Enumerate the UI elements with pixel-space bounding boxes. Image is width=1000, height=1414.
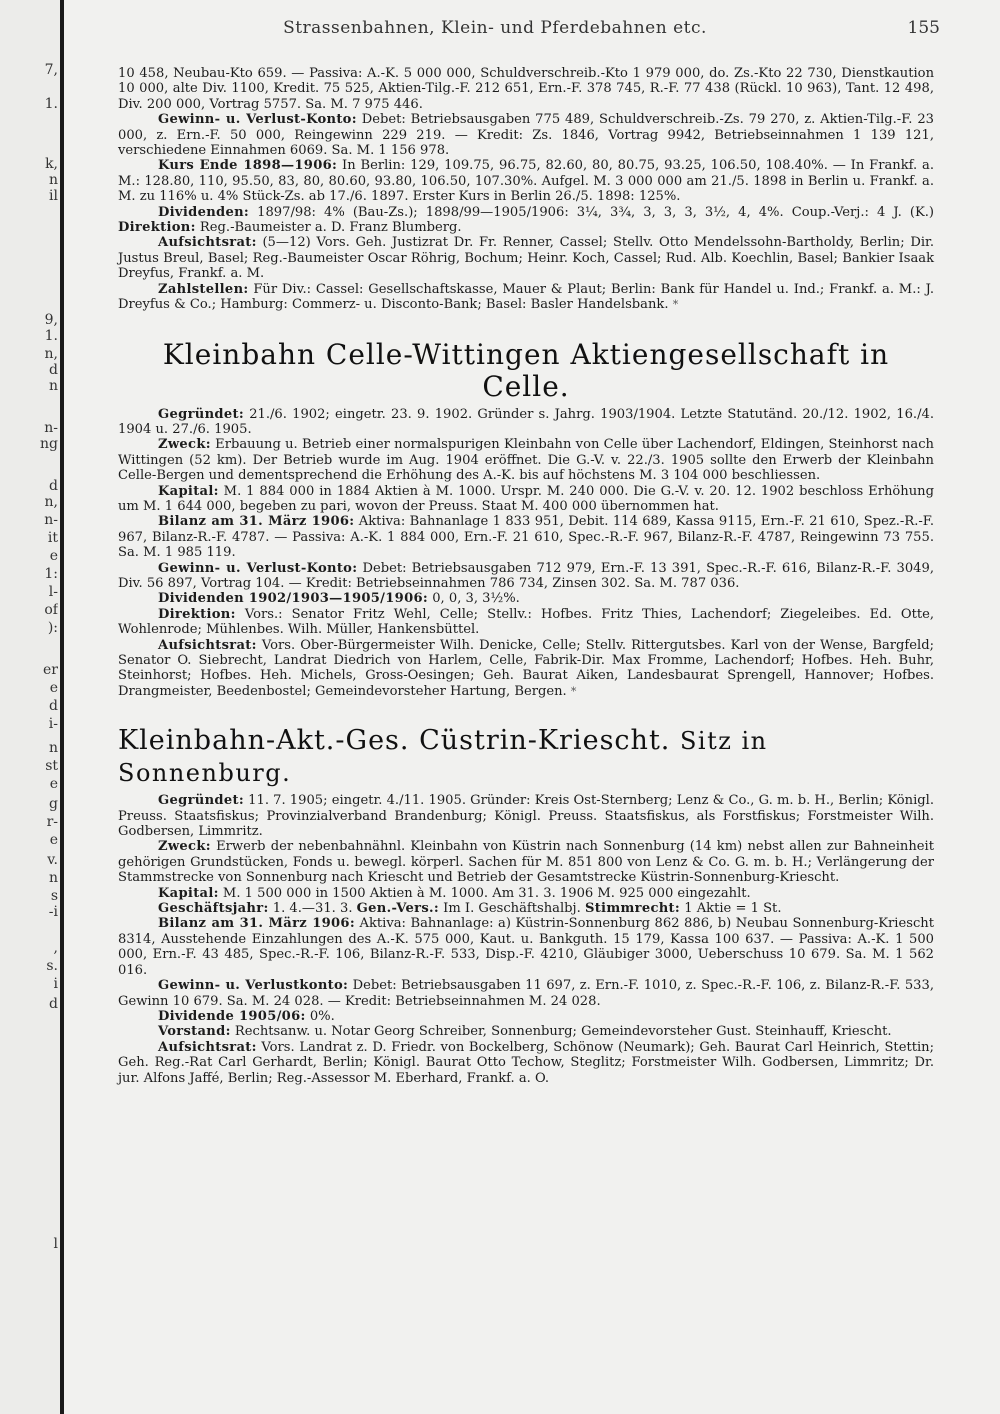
entry3-founded xyxy=(118,793,934,839)
entry3-vor-text: Rechtsanw. u. Notar Georg Schreiber, Sonnenburg; Gemeindevorsteher Gust. Steinhauff, Kriescht. xyxy=(234,1024,892,1040)
entry3-gvers-text: Im I. Geschäftshalbj. xyxy=(443,901,581,917)
entry3-kap-label: Kapital: xyxy=(158,885,219,901)
entry2-kap-label: Kapital: xyxy=(158,483,219,499)
entry1-gv-text: Debet: Betriebsausgaben 775 489, Schuldverschreib.-Zs. 79 270, z. Aktien-Tilg.-F. 23 000, z. Ern.-F. 50 000, Reingewinn 229 219. — Kredit: Zs. 1846, Vortrag 9942, Betriebseinnahmen 1 139 121, verschiedene Einnahmen 6069. Sa. M. 1 156 978. xyxy=(118,112,934,159)
margin-fragment: l- xyxy=(48,584,58,600)
entry2-div-text: 0, 0, 3, 3½%. xyxy=(432,591,520,607)
margin-fragment: 9, xyxy=(44,312,58,328)
margin-fragment: ng xyxy=(40,436,58,452)
entry1-ar-text: (5—12) Vors. Geh. Justizrat Dr. Fr. Renner, Cassel; Stellv. Otto Mendelssohn-Bartholdy, Berlin; Dir. Justus Breul, Basel; Reg.-Baumeister Oscar Röhrig, Bochum; Heinr. Koch, Cassel; Rud. Alb. Koechlin, Basel; Bankier Isaak Dreyfus, Frankf. a. M. xyxy=(118,235,934,282)
entry3-stimm-label: Stimmrecht: xyxy=(584,901,681,917)
entry3-gv-label: Gewinn- u. Verlustkonto: xyxy=(158,978,349,994)
margin-fragment: -i xyxy=(48,904,58,920)
entry1-dividends xyxy=(118,205,934,236)
entry1-kurs-text: In Berlin: 129, 109.75, 96.75, 82.60, 80, 80.75, 93.25, 106.50, 108.40%. — In Frankf. a. M.: 128.80, 110, 95.50, 83, 80, 80.60, 93.80, 106.50, 107.30%. Aufgel. M. 3 000 000 am 21./5. 1898 in Berlin u. Frankf. a. M. zu 116% u. 4% Stück-Zs. ab 17./6. 1897. Erster Kurs in Berlin 26./5. 1898: 125%. xyxy=(118,158,934,205)
entry3-gvers-label: Gen.-Vers.: xyxy=(356,901,439,917)
margin-fragment: st xyxy=(45,758,58,774)
entry3-bil-label: Bilanz am 31. März 1906: xyxy=(158,916,355,932)
margin-fragment: n xyxy=(48,378,58,394)
margin-fragment: n- xyxy=(44,420,58,436)
entry1-div-label: Dividenden: xyxy=(158,204,250,220)
entry2-gv xyxy=(118,561,934,592)
margin-fragment: n xyxy=(48,172,58,188)
entry2-end-mark: * xyxy=(570,684,577,698)
margin-fragment: d xyxy=(49,996,58,1012)
entry2-balance xyxy=(118,514,934,560)
entry1-paying-agents xyxy=(118,282,934,313)
margin-fragment: k, xyxy=(45,156,58,172)
margin-fragment: i- xyxy=(48,716,58,732)
entry2-gegr-text: 21./6. 1902; eingetr. 23. 9. 1902. Gründer s. Jahrg. 1903/1904. Letzte Statutänd. 20./12. 1902, 16./4. 1904 u. 27./6. 1905. xyxy=(118,406,934,437)
entry3-capital xyxy=(118,886,934,901)
entry3-supervisory-board xyxy=(118,1040,934,1086)
entry2-zweck-text: Erbauung u. Betrieb einer normalspurigen Kleinbahn von Celle über Lachendorf, Eldingen, Steinhorst nach Wittingen (52 km). Der Betrieb wurde im Aug. 1904 eröffnet. Die G.-V. v. 22./3. 1905 sollte den Erwerb der Kleinbahn Celle-Bergen und dementsprechend die Erhöhung des A.-K. bis auf höchstens M. 3 104 000 beschliessen. xyxy=(118,437,934,484)
entry2-dir-text: Vors.: Senator Fritz Wehl, Celle; Stellv.: Hofbes. Fritz Thies, Lachendorf; Ziegeleibes. Ed. Otte, Wohlenrode; Mühlenbes. Wilh. Müller, Hankensbüttel. xyxy=(118,606,935,638)
entry3-gj-label: Geschäftsjahr: xyxy=(158,901,269,917)
entry3-balance xyxy=(118,916,934,978)
margin-fragment: ): xyxy=(47,620,58,636)
margin-fragment: n, xyxy=(44,346,58,362)
margin-fragment: s. xyxy=(46,958,58,974)
margin-fragment: n- xyxy=(44,512,58,528)
entry3-kap-text: M. 1 500 000 in 1500 Aktien à M. 1000. Am 31. 3. 1906 M. 925 000 eingezahlt. xyxy=(222,885,751,901)
margin-fragment: 1: xyxy=(44,566,58,582)
entry1-intro: 10 458, Neubau-Kto 659. — Passiva: A.-K. 5 000 000, Schuldverschreib.-Kto 1 979 000, do. Zs.-Kto 22 730, Dienstkaution 10 000, alte Div. 1100, Kredit. 75 525, Aktien-Tilg.-F. 212 651, Ern.-F. 378 745, R.-F. 77 438 (Rückl. 10 963), Tant. 12 498, Div. 200 000, Vortrag 5757. Sa. M. 7 975 446. xyxy=(118,66,934,112)
binding-gutter xyxy=(60,0,64,1414)
entry2-div-label: Dividenden 1902/1903—1905/1906: xyxy=(158,591,429,607)
entry1-kurs-label: Kurs Ende 1898—1906: xyxy=(158,158,338,174)
margin-fragment: s xyxy=(50,888,58,904)
entry2-capital xyxy=(118,484,934,515)
margin-fragment: i xyxy=(53,976,58,992)
entry2-gv-label: Gewinn- u. Verlust-Konto: xyxy=(158,560,358,576)
entry3-gv xyxy=(118,978,934,1009)
margin-fragment: e xyxy=(49,548,58,564)
entry3-gegr-text: 11. 7. 1905; eingetr. 4./11. 1905. Gründer: Kreis Ost-Sternberg; Lenz & Co., G. m. b. H., Berlin; Königl. Preuss. Staatsfiskus; Provinzialverband Brandenburg; Königl. Preuss. Staatsfiskus, als Forstfiskus; Forstmeister Wilh. Godbersen, Limmritz. xyxy=(118,793,934,840)
margin-fragment: d xyxy=(49,698,58,714)
margin-fragment: 7, xyxy=(44,62,58,78)
margin-fragment: 1. xyxy=(44,96,58,112)
entry3-gj-text: 1. 4.—31. 3. xyxy=(272,901,353,917)
entry1-end-mark: * xyxy=(672,298,679,312)
entry3-zweck-text: Erwerb der nebenbahnähnl. Kleinbahn von Küstrin nach Sonnenburg (14 km) nebst allen zur Bahneinheit gehörigen Grundstücken, Fonds u. bewegl. körperl. Sachen für M. 851 800 von Lenz & Co. G. m. b. H.; Verlängerung der Stammstrecke von Sonnenburg nach Kriescht und Betrieb der Gesamtstrecke Küstrin-Sonnenburg-Kriescht. xyxy=(118,839,934,886)
margin-fragment: e xyxy=(49,832,58,848)
entry2-zweck-label: Zweck: xyxy=(158,437,211,453)
entry1-ar-label: Aufsichtsrat: xyxy=(158,235,257,251)
margin-fragment: d xyxy=(49,478,58,494)
entry3-gv-text: Debet: Betriebsausgaben 11 697, z. Ern.-F. 1010, z. Spec.-R.-F. 106, z. Bilanz-R.-F. 533, Gewinn 10 679. Sa. M. 24 028. — Kredit: Betriebseinnahmen M. 24 028. xyxy=(118,978,935,1009)
entry3-div-text: 0%. xyxy=(309,1008,335,1024)
entry1-div-text: 1897/98: 4% (Bau-Zs.); 1898/99—1905/1906: 3¼, 3¾, 3, 3, 3, 3½, 4, 4%. Coup.-Verj.: 4 J. (K.) xyxy=(257,204,934,220)
entry1-zahl-text: Für Div.: Cassel: Gesellschaftskasse, Mauer & Plaut; Berlin: Bank für Handel u. Ind.; Frankf. a. M.: J. Dreyfus & Co.; Hamburg: Commerz- u. Disconto-Bank; Basel: Basler Handelsbank. xyxy=(118,281,934,313)
margin-fragment: n xyxy=(48,870,58,886)
margin-fragment: d xyxy=(49,362,58,378)
entry3-title: Kleinbahn-Akt.-Ges. Cüstrin-Kriescht. xyxy=(118,725,671,757)
margin-fragment: er xyxy=(43,662,58,678)
entry3-purpose xyxy=(118,839,934,885)
entry2-gegr-label: Gegründet: xyxy=(158,406,244,422)
page-number: 155 xyxy=(907,18,940,38)
entry3-board-of-directors xyxy=(118,1024,934,1039)
entry1-kurs xyxy=(118,158,934,204)
previous-page-margin xyxy=(0,0,60,1414)
entry2-dir-label: Direktion: xyxy=(158,606,236,622)
entry1-dir-label: Direktion: xyxy=(118,220,196,236)
entry3-fiscal xyxy=(118,901,934,916)
entry2-board xyxy=(118,638,934,700)
entry3-bil-text: Aktiva: Bahnanlage: a) Küstrin-Sonnenburg 862 886, b) Neubau Sonnenburg-Kriescht 8314, Ausstehende Einzahlungen des A.-K. 575 000, Kaut. u. Bankguth. 15 179, Kassa 100 637. — Passiva: A.-K. 1 500 000, Ern.-F. 43 485, Spec.-R.-F. 106, Bilanz-R.-F. 533, Disp.-F. 4210, Gläubiger 3000, Ueberschuss 10 679. Sa. M. 1 562 016. xyxy=(118,916,934,978)
entry2-bil-text: Aktiva: Bahnanlage 1 833 951, Debit. 114 689, Kassa 9115, Ern.-F. 21 610, Spez.-R.-F. 967, Bilanz-R.-F. 4787. — Passiva: A.-K. 1 884 000, Ern.-F. 21 610, Spec.-R.-F. 967, Bilanz-R.-F. 4787, Reingewinn 73 755. Sa. M. 1 985 119. xyxy=(118,514,934,561)
margin-fragment: 1. xyxy=(44,328,58,344)
entry2-direction xyxy=(118,607,934,638)
entry3-ar-label: Aufsichtsrat: xyxy=(158,1039,257,1055)
margin-fragment: n xyxy=(48,740,58,756)
entry2-ar-label: Aufsichtsrat: xyxy=(158,637,257,653)
entry2-title: Kleinbahn Celle-Wittingen Aktiengesellschaft in Celle. xyxy=(162,337,890,403)
entry3-stimm-text: 1 Aktie = 1 St. xyxy=(684,901,782,917)
margin-fragment: , xyxy=(53,940,58,956)
entry1-gv xyxy=(118,112,934,158)
entry3-vor-label: Vorstand: xyxy=(158,1024,231,1040)
page-content xyxy=(118,66,934,1086)
entry2-dividends xyxy=(118,591,934,606)
margin-fragment: e xyxy=(49,680,58,696)
margin-fragment: g xyxy=(49,796,58,812)
entry1-gv-label: Gewinn- u. Verlust-Konto: xyxy=(158,112,357,128)
running-title: Strassenbahnen, Klein- und Pferdebahnen etc. xyxy=(283,18,707,38)
margin-fragment: e xyxy=(49,776,58,792)
entry3-ar-text: Vors. Landrat z. D. Friedr. von Bockelberg, Schönow (Neumark); Geh. Baurat Carl Heinrich, Stettin; Geh. Reg.-Rat Carl Gerhardt, Berlin; Königl. Baurat Otto Techow, Steglitz; Forstmeister Wilh. Godbersen, Limmritz; Dr. jur. Alfons Jaffé, Berlin; Reg.-Assessor M. Eberhard, Frankf. a. O. xyxy=(118,1039,934,1086)
margin-fragment: r- xyxy=(46,814,58,830)
margin-fragment: it xyxy=(47,530,58,546)
entry3-dividend xyxy=(118,1009,934,1024)
entry3-seat: Sitz in Sonnenburg. xyxy=(118,727,768,788)
entry1-board xyxy=(118,235,934,281)
margin-fragment: of xyxy=(44,602,58,618)
margin-fragment: v. xyxy=(47,852,58,868)
entry3-heading xyxy=(118,725,934,789)
entry2-purpose xyxy=(118,437,934,483)
entry2-gv-text: Debet: Betriebsausgaben 712 979, Ern.-F. 13 391, Spec.-R.-F. 616, Bilanz-R.-F. 3049, Div. 56 897, Vortrag 104. — Kredit: Betriebseinnahmen 786 734, Zinsen 302. Sa. M. 787 036. xyxy=(118,560,934,591)
entry3-gegr-label: Gegründet: xyxy=(158,793,244,809)
margin-fragment: n, xyxy=(44,494,58,510)
entry1-dir-text: Reg.-Baumeister a. D. Franz Blumberg. xyxy=(199,220,462,236)
entry2-kap-text: M. 1 884 000 in 1884 Aktien à M. 1000. Urspr. M. 240 000. Die G.-V. v. 20. 12. 1902 beschloss Erhöhung um M. 1 644 000, begeben zu pari, wovon der Preuss. Staat M. 400 000 übernommen hat. xyxy=(118,483,934,514)
entry2-bil-label: Bilanz am 31. März 1906: xyxy=(158,514,355,530)
entry3-zweck-label: Zweck: xyxy=(158,839,211,855)
running-head xyxy=(110,18,940,40)
entry2-founded xyxy=(118,407,934,438)
margin-fragment: il xyxy=(49,188,58,204)
entry3-div-label: Dividende 1905/06: xyxy=(158,1008,306,1024)
entry2-ar-text: Vors. Ober-Bürgermeister Wilh. Denicke, Celle; Stellv. Rittergutsbes. Karl von der Wense, Bargfeld; Senator O. Siebrecht, Landrat Diedrich von Harlem, Celle, Fabrik-Dir. Max Fromme, Lachendorf; Hofbes. Heh. Buhr, Steinhorst; Hofbes. Heh. Michels, Gross-Oesingen; Geh. Baurat Aiken, Landesbaurat Sprengell, Hannover; Hofbes. Drangmeister, Beedenbostel; Gemeindevorsteher Hartung, Bergen. xyxy=(118,637,934,699)
entry1-balance-continued xyxy=(118,66,934,112)
margin-fragment: l xyxy=(53,1236,58,1252)
entry1-zahl-label: Zahlstellen: xyxy=(158,281,249,297)
